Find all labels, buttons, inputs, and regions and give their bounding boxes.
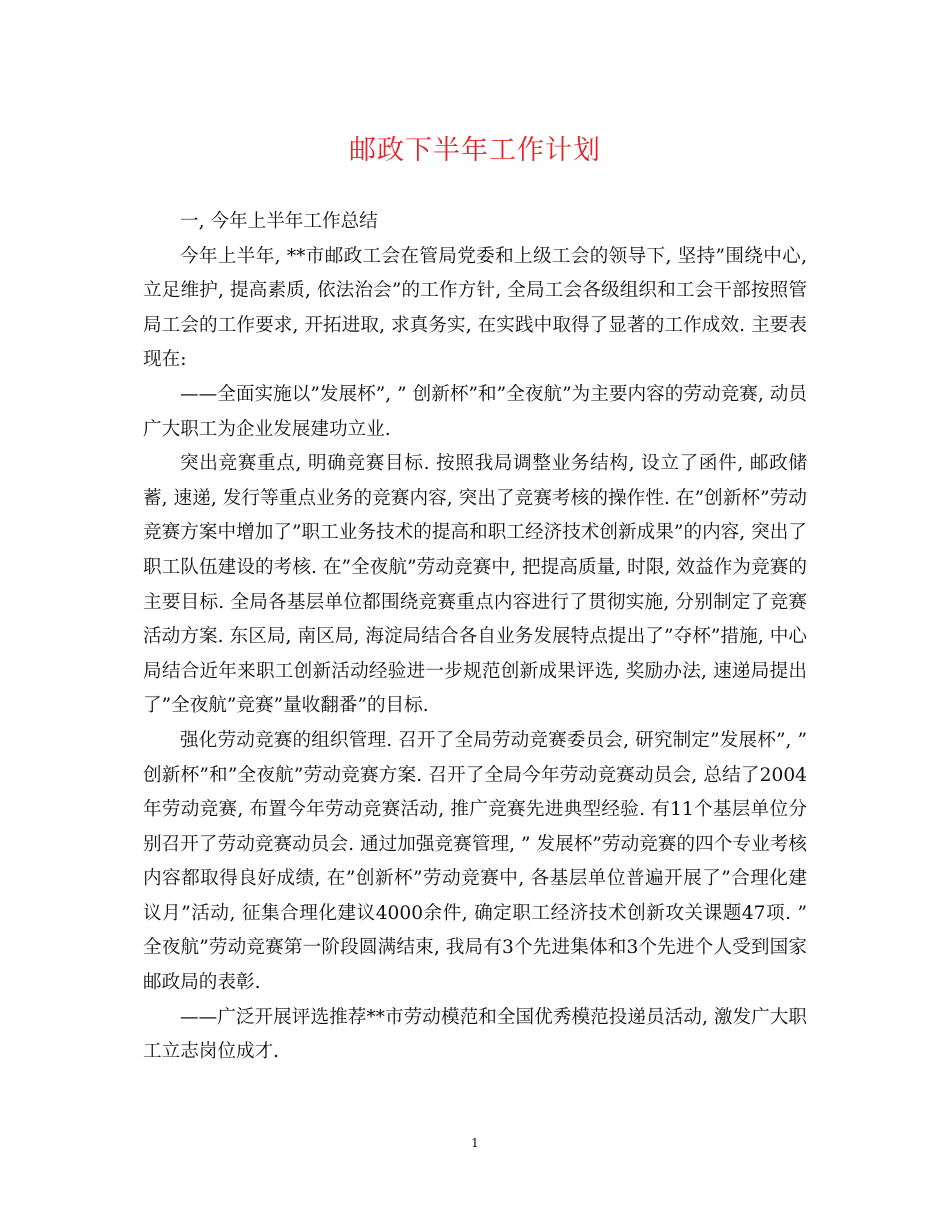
body-paragraph: ——全面实施以”发展杯”, ” 创新杯”和”全夜航”为主要内容的劳动竞赛, 动员广大职工为企业发展建功立业.	[143, 383, 807, 440]
section-heading: 一, 今年上半年工作总结	[180, 211, 378, 232]
document-body	[143, 205, 807, 1070]
page-number: 1	[471, 1136, 479, 1150]
body-paragraph: 突出竞赛重点, 明确竞赛目标. 按照我局调整业务结构, 设立了函件, 邮政储蓄, 速递, 发行等重点业务的竞赛内容, 突出了竞赛考核的操作性. 在”创新杯”劳动竞赛方案中增加了”职工业务技术的提高和职工经济技术创新成果”的内容, 突出了职工队伍建设的考核. 在”全夜航”劳动竞赛中, 把提高质量, 时限, 效益作为竞赛的主要目标. 全局各基层单位都围绕竞赛重点内容进行了贯彻实施, 分别制定了竞赛活动方案. 东区局, 南区局, 海淀局结合各自业务发展特点提出了”夺杯”措施, 中心局结合近年来职工创新活动经验进一步规范创新成果评选, 奖励办法, 速递局提出了”全夜航”竞赛”量收翻番”的目标.	[143, 453, 807, 717]
body-paragraph: ——广泛开展评选推荐**市劳动模范和全国优秀模范投递员活动, 激发广大职工立志岗位成才.	[143, 1006, 807, 1063]
body-paragraph: 今年上半年, **市邮政工会在管局党委和上级工会的领导下, 坚持”围绕中心, 立足维护, 提高素质, 依法治会”的工作方针, 全局工会各级组织和工会干部按照管局工会的工作要求, 开拓进取, 求真务实, 在实践中取得了显著的工作成效. 主要表现在:	[143, 245, 807, 371]
document-title: 邮政下半年工作计划	[349, 135, 601, 166]
body-paragraph: 强化劳动竞赛的组织管理. 召开了全局劳动竞赛委员会, 研究制定”发展杯”, ” 创新杯”和”全夜航”劳动竞赛方案. 召开了全局今年劳动竞赛动员会, 总结了2004年劳动竞赛, 布置今年劳动竞赛活动, 推广竞赛先进典型经验. 有11个基层单位分别召开了劳动竞赛动员会. 通过加强竞赛管理, ” 发展杯”劳动竞赛的四个专业考核内容都取得良好成绩, 在”创新杯”劳动竞赛中, 各基层单位普遍开展了”合理化建议月”活动, 征集合理化建议4000余件, 确定职工经济技术创新攻关课题47项. ” 全夜航”劳动竞赛第一阶段圆满结束, 我局有3个先进集体和3个先进个人受到国家邮政局的表彰.	[143, 729, 807, 994]
